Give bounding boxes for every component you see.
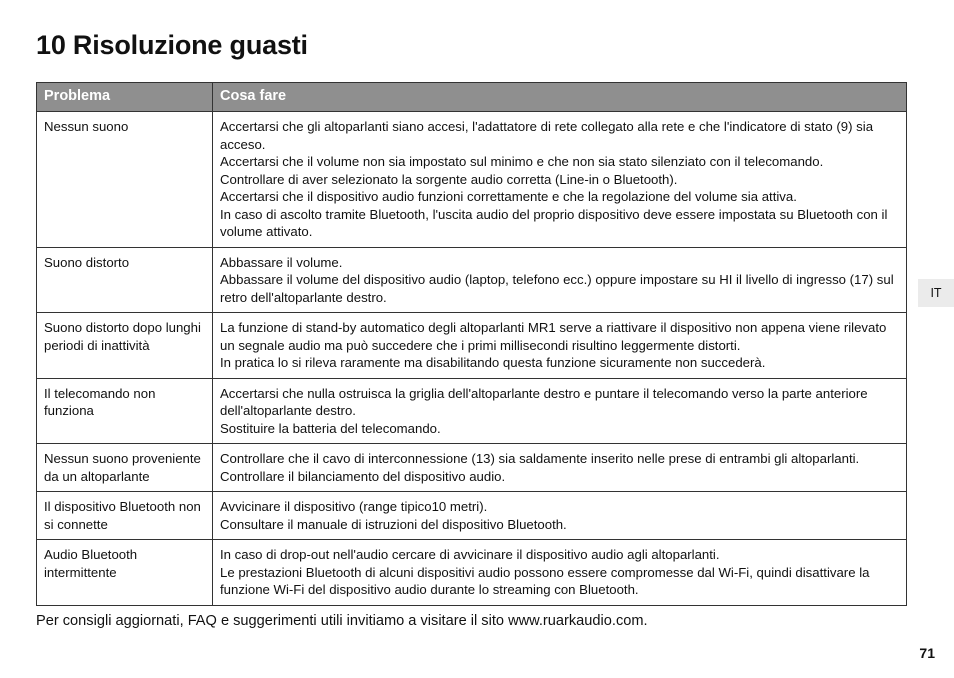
problem-cell: Il dispositivo Bluetooth non si connette [37,492,213,540]
table-row [37,378,907,444]
solution-line: Accertarsi che il volume non sia impostato sul minimo e che non sia stato silenziato con il telecomando. [220,154,824,169]
problem-cell: Nessun suono proveniente da un altoparlante [37,444,213,492]
solution-line: La funzione di stand-by automatico degli altoparlanti MR1 serve a riattivare il dispositivo non appena viene rilevato un segnale audio ma può succedere che i primi millisecondi risultino leggermente distorti. [220,320,887,353]
problem-cell: Audio Bluetooth intermittente [37,540,213,606]
solution-cell [213,247,907,313]
problem-cell: Suono distorto [37,247,213,313]
solution-line: Accertarsi che nulla ostruisca la griglia dell'altoparlante destro e puntare il telecomando verso la parte anteriore dell'altoparlante destro. [220,385,868,418]
solution-line: Abbassare il volume del dispositivo audio (laptop, telefono ecc.) oppure impostare su HI il livello di ingresso (17) sul retro dell'altoparlante destro. [220,272,894,305]
solution-line: In pratica lo si rileva raramente ma disabilitando questa funzione sicuramente non succederà. [220,355,766,370]
problem-cell: Suono distorto dopo lunghi periodi di inattività [37,313,213,379]
table-row [37,247,907,313]
solution-cell [213,378,907,444]
table-body [37,112,907,606]
solution-line: Sostituire la batteria del telecomando. [220,420,441,436]
column-header-solution: Cosa fare [213,83,907,112]
problem-cell: Nessun suono [37,112,213,248]
page-title: 10 Risoluzione guasti [36,30,308,60]
solution-line: In caso di ascolto tramite Bluetooth, l'uscita audio del proprio dispositivo deve essere impostata su Bluetooth con il volume attivato. [220,206,888,239]
solution-cell [213,540,907,606]
table-row [37,492,907,540]
table-row [37,112,907,248]
solution-line: Avvicinare il dispositivo (range tipico10 metri). [220,499,488,514]
solution-cell [213,492,907,540]
solution-cell [213,313,907,379]
column-header-problem: Problema [37,83,213,112]
solution-line: Accertarsi che il dispositivo audio funzioni correttamente e che la regolazione del volume sia attiva. [220,189,797,204]
solution-cell [213,112,907,248]
solution-line: Consultare il manuale di istruzioni del dispositivo Bluetooth. [220,516,567,532]
table-row [37,540,907,606]
solution-line: In caso di drop-out nell'audio cercare di avvicinare il dispositivo audio agli altoparlanti. [220,547,720,562]
problem-cell: Il telecomando non funziona [37,378,213,444]
table-row [37,444,907,492]
solution-line: Abbassare il volume. [220,254,343,270]
footer-note: Per consigli aggiornati, FAQ e suggerimenti utili invitiamo a visitare il sito www.ruarkaudio.com. [36,613,648,629]
troubleshooting-table [36,82,907,606]
table-header-row [37,83,907,112]
page-number: 71 [919,645,935,661]
solution-line: Controllare di aver selezionato la sorgente audio corretta (Line-in o Bluetooth). [220,171,678,187]
solution-line: Le prestazioni Bluetooth di alcuni dispositivi audio possono essere compromesse dal Wi-Fi, quindi disattivare la funzione Wi-Fi del dispositivo audio durante lo streaming con Bluetooth. [220,564,870,597]
solution-line: Controllare che il cavo di interconnessione (13) sia saldamente inserito nelle prese di entrambi gli altoparlanti. [220,451,860,466]
solution-line: Accertarsi che gli altoparlanti siano accesi, l'adattatore di rete collegato alla rete e che l'indicatore di stato (9) sia acceso. [220,119,874,152]
solution-cell [213,444,907,492]
language-tab: IT [918,279,954,307]
solution-line: Controllare il bilanciamento del dispositivo audio. [220,468,506,484]
table-row [37,313,907,379]
